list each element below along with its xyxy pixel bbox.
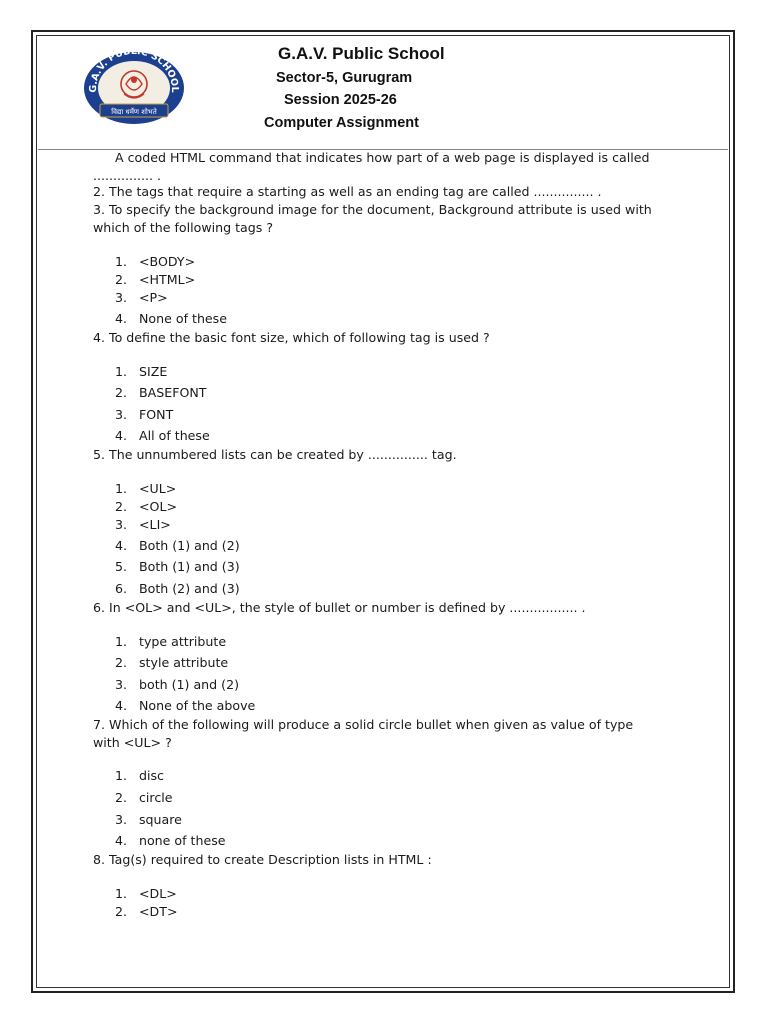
option-text: BASEFONT xyxy=(139,385,207,400)
question-5-option-5 xyxy=(115,559,240,575)
option-text: <BODY> xyxy=(139,254,196,269)
school-sector: Sector-5, Gurugram xyxy=(276,70,413,86)
question-8-option-1 xyxy=(115,886,177,902)
option-text: None of these xyxy=(139,311,227,326)
option-number: 3. xyxy=(115,407,128,422)
option-number: 2. xyxy=(115,499,128,514)
question-7-line-1: 7. Which of the following will produce a solid circle bullet when given as value of type xyxy=(93,717,634,732)
option-text: <DL> xyxy=(139,886,177,901)
option-number: 1. xyxy=(115,634,128,649)
option-number: 1. xyxy=(115,768,128,783)
option-text: <OL> xyxy=(139,499,178,514)
option-number: 3. xyxy=(115,677,128,692)
question-8-line-1: 8. Tag(s) required to create Description lists in HTML : xyxy=(93,852,432,867)
option-number: 1. xyxy=(115,254,128,269)
option-number: 2. xyxy=(115,655,128,670)
question-5-line-1: 5. The unnumbered lists can be created by ............... tag. xyxy=(93,447,457,462)
option-number: 3. xyxy=(115,517,128,532)
question-7-option-4 xyxy=(115,833,226,849)
question-7-line-2: with <UL> ? xyxy=(93,735,172,750)
question-7-option-1 xyxy=(115,768,164,784)
option-number: 3. xyxy=(115,812,128,827)
school-name: G.A.V. Public School xyxy=(278,44,445,63)
option-text: type attribute xyxy=(139,634,227,649)
option-text: Both (1) and (2) xyxy=(139,538,240,553)
question-6-option-3 xyxy=(115,677,239,693)
option-text: style attribute xyxy=(139,655,229,670)
assignment-title: Computer Assignment xyxy=(264,115,419,131)
question-1-line-2: ............... . xyxy=(93,168,162,183)
question-2-line-1: 2. The tags that require a starting as well as an ending tag are called ............... . xyxy=(93,184,602,199)
question-3-option-3 xyxy=(115,290,168,306)
question-7-option-2 xyxy=(115,790,173,806)
option-text: <HTML> xyxy=(139,272,196,287)
question-6-option-2 xyxy=(115,655,228,671)
option-number: 5. xyxy=(115,559,128,574)
question-3-option-4 xyxy=(115,311,227,327)
option-number: 4. xyxy=(115,833,128,848)
question-3-line-2: which of the following tags ? xyxy=(93,220,274,235)
logo-motto: विद्या धर्मेण शोभते xyxy=(111,108,157,116)
question-6-option-4 xyxy=(115,698,255,714)
option-text: Both (2) and (3) xyxy=(139,581,240,596)
option-text: <LI> xyxy=(139,517,171,532)
question-5-option-1 xyxy=(115,481,176,497)
question-3-option-1 xyxy=(115,254,195,270)
question-4-option-3 xyxy=(115,407,173,423)
logo-ring-text: G.A.V. PUBLIC SCHOOL xyxy=(87,45,181,93)
school-logo xyxy=(82,44,186,124)
option-number: 4. xyxy=(115,428,128,443)
option-text: SIZE xyxy=(139,364,168,379)
question-6-option-1 xyxy=(115,634,226,650)
question-7-option-3 xyxy=(115,812,182,828)
option-number: 2. xyxy=(115,385,128,400)
option-text: <UL> xyxy=(139,481,177,496)
option-text: <DT> xyxy=(139,904,178,919)
option-number: 2. xyxy=(115,272,128,287)
option-text: both (1) and (2) xyxy=(139,677,239,692)
option-text: circle xyxy=(139,790,173,805)
option-number: 4. xyxy=(115,311,128,326)
question-3-line-1: 3. To specify the background image for the document, Background attribute is used with xyxy=(93,202,652,217)
option-number: 3. xyxy=(115,290,128,305)
question-4-option-1 xyxy=(115,364,167,380)
option-text: <P> xyxy=(139,290,168,305)
option-text: none of these xyxy=(139,833,226,848)
question-5-option-6 xyxy=(115,581,240,597)
option-text: disc xyxy=(139,768,164,783)
question-3-option-2 xyxy=(115,272,195,288)
question-5-option-2 xyxy=(115,499,177,515)
question-6-line-1: 6. In <OL> and <UL>, the style of bullet or number is defined by ................. . xyxy=(93,600,586,615)
option-number: 1. xyxy=(115,364,128,379)
option-text: Both (1) and (3) xyxy=(139,559,240,574)
option-number: 1. xyxy=(115,886,128,901)
option-number: 6. xyxy=(115,581,128,596)
question-4-option-4 xyxy=(115,428,210,444)
session-title: Session 2025-26 xyxy=(284,92,397,108)
option-text: All of these xyxy=(139,428,210,443)
question-5-option-4 xyxy=(115,538,240,554)
question-4-option-2 xyxy=(115,385,206,401)
option-number: 2. xyxy=(115,904,128,919)
question-1-line-1: A coded HTML command that indicates how part of a web page is displayed is called xyxy=(115,150,650,165)
option-text: square xyxy=(139,812,182,827)
option-number: 2. xyxy=(115,790,128,805)
option-text: FONT xyxy=(139,407,174,422)
question-8-option-2 xyxy=(115,904,178,920)
question-4-line-1: 4. To define the basic font size, which of following tag is used ? xyxy=(93,330,490,345)
question-5-option-3 xyxy=(115,517,171,533)
option-number: 4. xyxy=(115,698,128,713)
option-number: 4. xyxy=(115,538,128,553)
option-text: None of the above xyxy=(139,698,256,713)
option-number: 1. xyxy=(115,481,128,496)
